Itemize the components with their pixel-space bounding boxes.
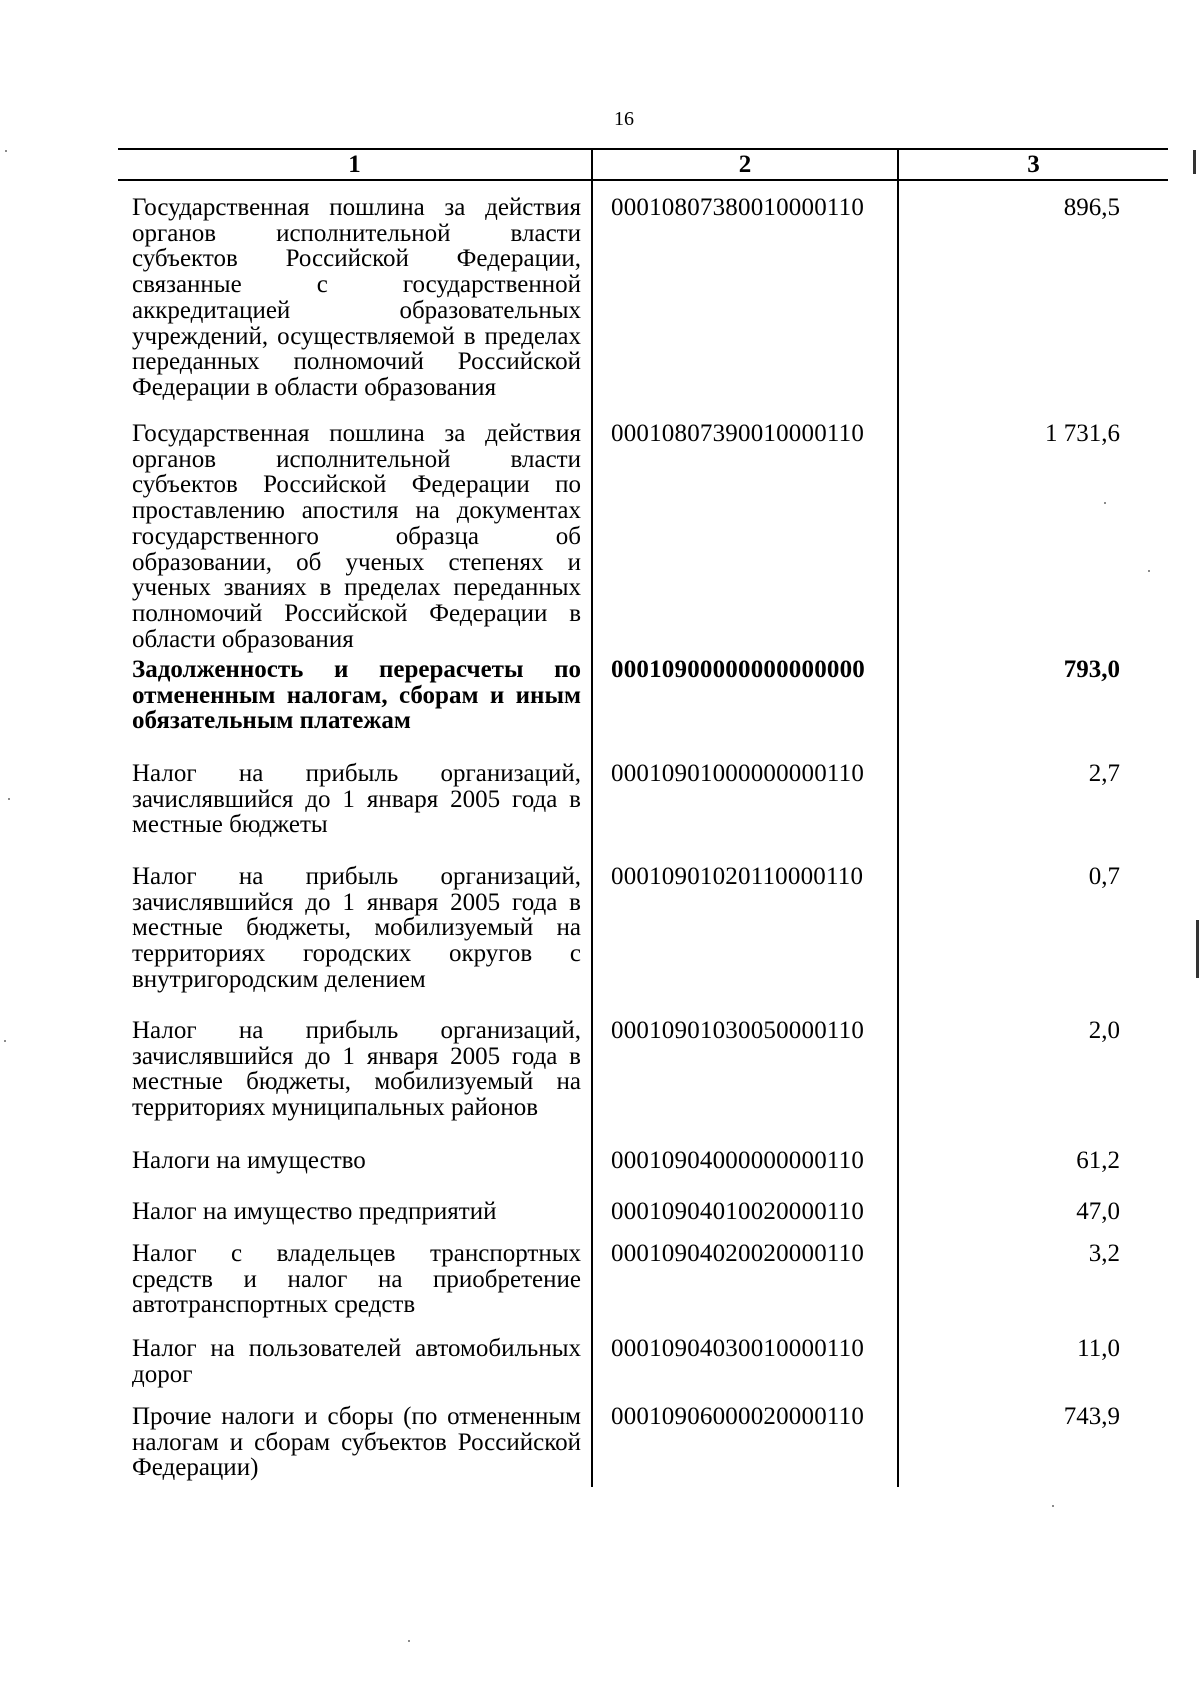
scan-edge-mark [1196,920,1199,978]
row-name: Прочие налоги и сборы (по отмененным налогам и сборам субъектов Российской Федерации) [132,1403,581,1482]
row-name: Налоги на имущество [132,1147,366,1174]
table-row [118,421,1168,657]
row-value: 896,5 [898,180,1168,421]
row-name: Налог на имущество предприятий [132,1198,497,1225]
scan-speck [5,150,7,152]
table-row [118,864,1168,1018]
row-code: 00010807380010000110 [592,180,898,421]
table-row [118,1018,1168,1148]
row-code: 00010901000000000110 [592,761,898,864]
row-code: 00010900000000000000 [592,657,898,761]
column-header-1: 1 [118,149,592,180]
table-row [118,180,1168,421]
scan-speck [408,1640,410,1642]
row-name: Задолженность и перерасчеты по отмененным налогам, сборам и иным обязательным платежам [132,656,581,735]
page-number: 16 [614,108,634,130]
row-code: 00010904010020000110 [592,1199,898,1241]
row-code: 00010901020110000110 [592,864,898,1018]
row-code: 00010904030010000110 [592,1336,898,1404]
table-row [118,1336,1168,1404]
row-value: 0,7 [898,864,1168,1018]
row-code: 00010904020020000110 [592,1241,898,1336]
row-name: Налог на прибыль организаций, зачислявшийся до 1 января 2005 года в местные бюджеты, мобилизуемый на территориях муниципальных районов [132,1017,581,1122]
row-value: 61,2 [898,1148,1168,1199]
row-code: 00010807390010000110 [592,421,898,657]
row-name: Государственная пошлина за действия органов исполнительной власти субъектов Российской Федерации, связанные с государственной аккредитацией образовательных учреждений, осуществляемой в пределах переданных полномочий Российской Федерации в области образования [132,194,581,401]
row-value: 1 731,6 [898,421,1168,657]
table-row-section [118,657,1168,761]
row-code: 00010906000020000110 [592,1404,898,1487]
row-value: 793,0 [898,657,1168,761]
row-name: Налог с владельцев транспортных средств и налог на приобретение автотранспортных средств [132,1240,581,1319]
table-row [118,1148,1168,1199]
row-code: 00010901030050000110 [592,1018,898,1148]
table-row [118,761,1168,864]
column-header-3: 3 [898,149,1168,180]
table-body [118,180,1168,1487]
row-code: 00010904000000000110 [592,1148,898,1199]
scan-speck [1148,570,1150,572]
row-name: Налог на прибыль организаций, зачислявшийся до 1 января 2005 года в местные бюджеты, мобилизуемый на территориях городских округов с внутригородским делением [132,863,581,993]
row-value: 2,7 [898,761,1168,864]
row-value: 11,0 [898,1336,1168,1404]
row-name: Налог на пользователей автомобильных дорог [132,1335,581,1388]
revenue-table [118,148,1168,1487]
scan-speck [4,1040,6,1042]
scan-speck [8,798,10,800]
column-header-2: 2 [592,149,898,180]
row-name: Государственная пошлина за действия органов исполнительной власти субъектов Российской Федерации по проставлению апостиля на документах государственного образца об образовании, об ученых степенях и ученых званиях в пределах переданных полномочий Российской Федерации в области образования [132,420,581,653]
table-header-row [118,149,1168,180]
table-row [118,1241,1168,1336]
row-name: Налог на прибыль организаций, зачислявшийся до 1 января 2005 года в местные бюджеты [132,760,581,839]
scan-speck [1052,1505,1054,1507]
row-value: 743,9 [898,1404,1168,1487]
row-value: 47,0 [898,1199,1168,1241]
revenue-table-container [118,148,1168,1487]
row-value: 2,0 [898,1018,1168,1148]
table-row [118,1199,1168,1241]
row-value: 3,2 [898,1241,1168,1336]
scan-edge-mark [1193,150,1196,174]
scan-speck [1104,502,1106,504]
table-row [118,1404,1168,1487]
